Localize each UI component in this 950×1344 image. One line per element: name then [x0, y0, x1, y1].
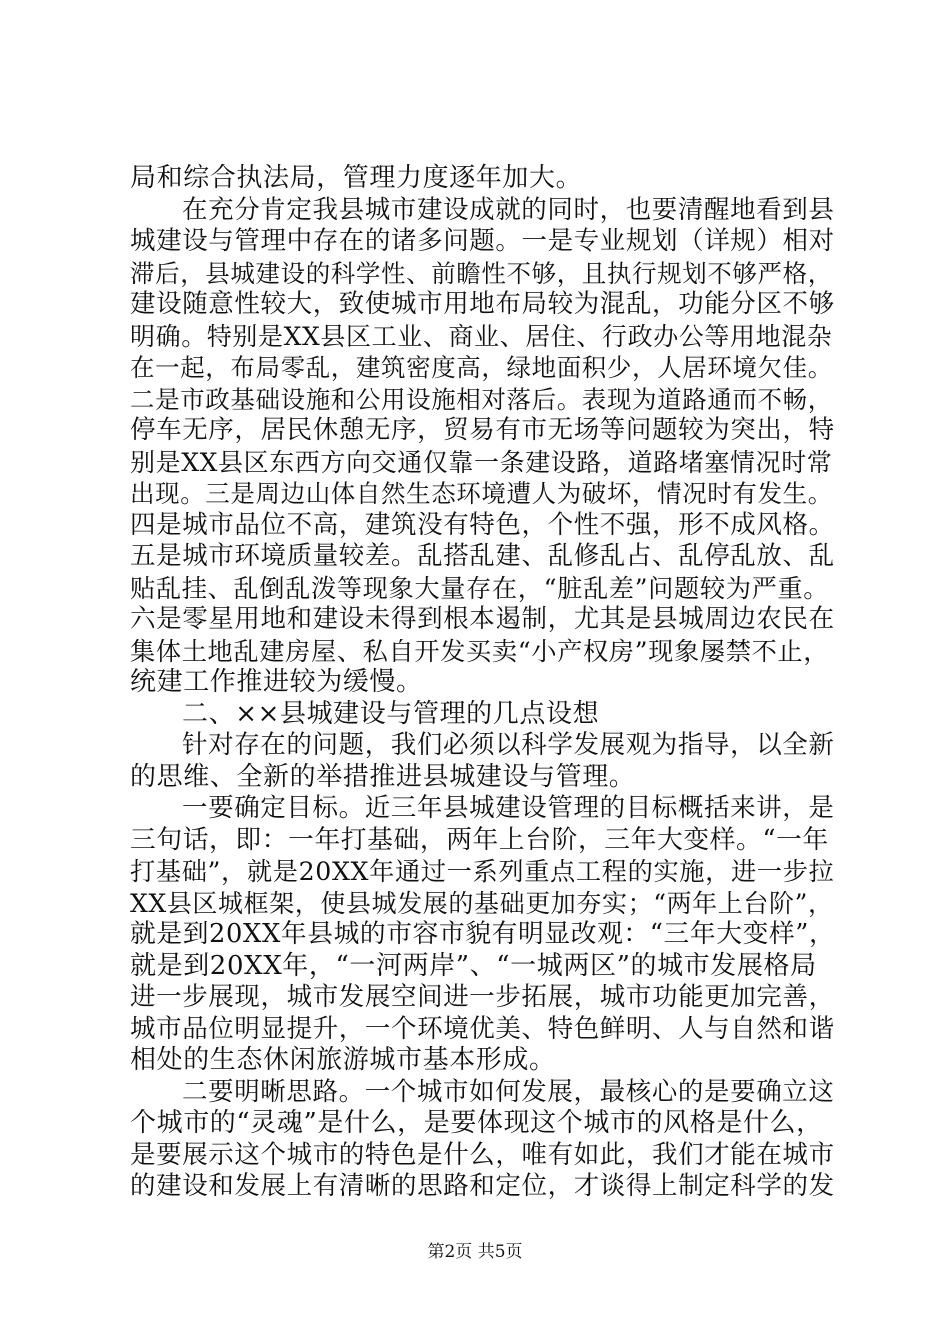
text-line: 针对存在的问题，我们必须以科学发展观为指导，以全新: [182, 730, 835, 760]
text-line: 就是到20XX年，“一河两岸”、“一城两区”的城市发展格局: [130, 950, 817, 981]
text-line: 相处的生态休闲旅游城市基本形成。: [130, 1045, 556, 1075]
text-line: 是要展示这个城市的特色是什么，唯有如此，我们才能在城市: [130, 1139, 835, 1170]
text-line: 的建设和发展上有清晰的思路和定位，才谈得上制定科学的发: [130, 1171, 835, 1201]
text-line: 五是城市环境质量较差。乱搭乱建、乱修乱占、乱停乱放、乱: [130, 541, 835, 571]
text-line: 在一起，布局零乱，建筑密度高，绿地面积少，人居环境欠佳。: [130, 353, 833, 382]
text-line: 四是城市品位不高，建筑没有特色，个性不强，形不成风格。: [130, 509, 835, 540]
text-line: 贴乱挂、乱倒乱泼等现象大量存在，“脏乱差”问题较为严重。: [130, 573, 830, 603]
text-line: 就是到20XX年县城的市容市貌有明显改观：“三年大变样”，: [130, 919, 836, 949]
text-line: 二、××县城建设与管理的几点设想: [182, 698, 600, 729]
body-text: [130, 163, 835, 1203]
text-line: 的思维、全新的举措推进县城建设与管理。: [130, 761, 636, 792]
text-line: 统建工作推进较为缓慢。: [130, 667, 423, 697]
text-line: 个城市的“灵魂”是什么，是要体现这个城市的风格是什么，: [130, 1108, 823, 1138]
text-line: 城建设与管理中存在的诸多问题。一是专业规划（详规）相对: [130, 226, 835, 256]
text-line: 打基础”，就是20XX年通过一系列重点工程的实施，进一步拉: [130, 857, 835, 886]
text-line: 一要确定目标。近三年县城建设管理的目标概括来讲，是: [182, 793, 835, 823]
text-line: 停车无序，居民休憩无序，贸易有市无场等问题较为突出，特: [130, 415, 835, 445]
text-line: 六是零星用地和建设未得到根本遏制，尤其是县城周边农民在: [130, 604, 835, 634]
text-line: 在充分肯定我县城市建设成就的同时，也要清醒地看到县: [182, 194, 835, 225]
text-line: 集体土地乱建房屋、私自开发买卖“小产权房”现象屡禁不止，: [130, 636, 830, 666]
text-line: 城市品位明显提升，一个环境优美、特色鲜明、人与自然和谐: [130, 1013, 835, 1044]
text-line: 滞后，县城建设的科学性、前瞻性不够，且执行规划不够严格，: [130, 258, 833, 288]
text-line: 进一步展现，城市发展空间进一步拓展，城市功能更加完善，: [130, 982, 835, 1012]
text-line: XX县区城框架，使县城发展的基础更加夯实；“两年上台阶”，: [130, 888, 834, 918]
text-line: 明确。特别是XX县区工业、商业、居住、行政办公等用地混杂: [130, 321, 833, 351]
text-line: 二是市政基础设施和公用设施相对落后。表现为道路通而不畅，: [130, 384, 833, 414]
text-line: 局和综合执法局，管理力度逐年加大。: [130, 163, 583, 193]
text-line: 出现。三是周边山体自然生态环境遭人为破坏，情况时有发生。: [130, 479, 833, 508]
page-footer: 第2页 共5页: [427, 1242, 523, 1262]
text-line: 建设随意性较大，致使城市用地布局较为混乱，功能分区不够: [130, 289, 835, 319]
text-line: 二要明晰思路。一个城市如何发展，最核心的是要确立这: [182, 1076, 835, 1107]
text-line: 别是XX县区东西方向交通仅靠一条建设路，道路堵塞情况时常: [130, 447, 833, 477]
text-line: 三句话，即：一年打基础，两年上台阶，三年大变样。“一年: [130, 824, 829, 855]
